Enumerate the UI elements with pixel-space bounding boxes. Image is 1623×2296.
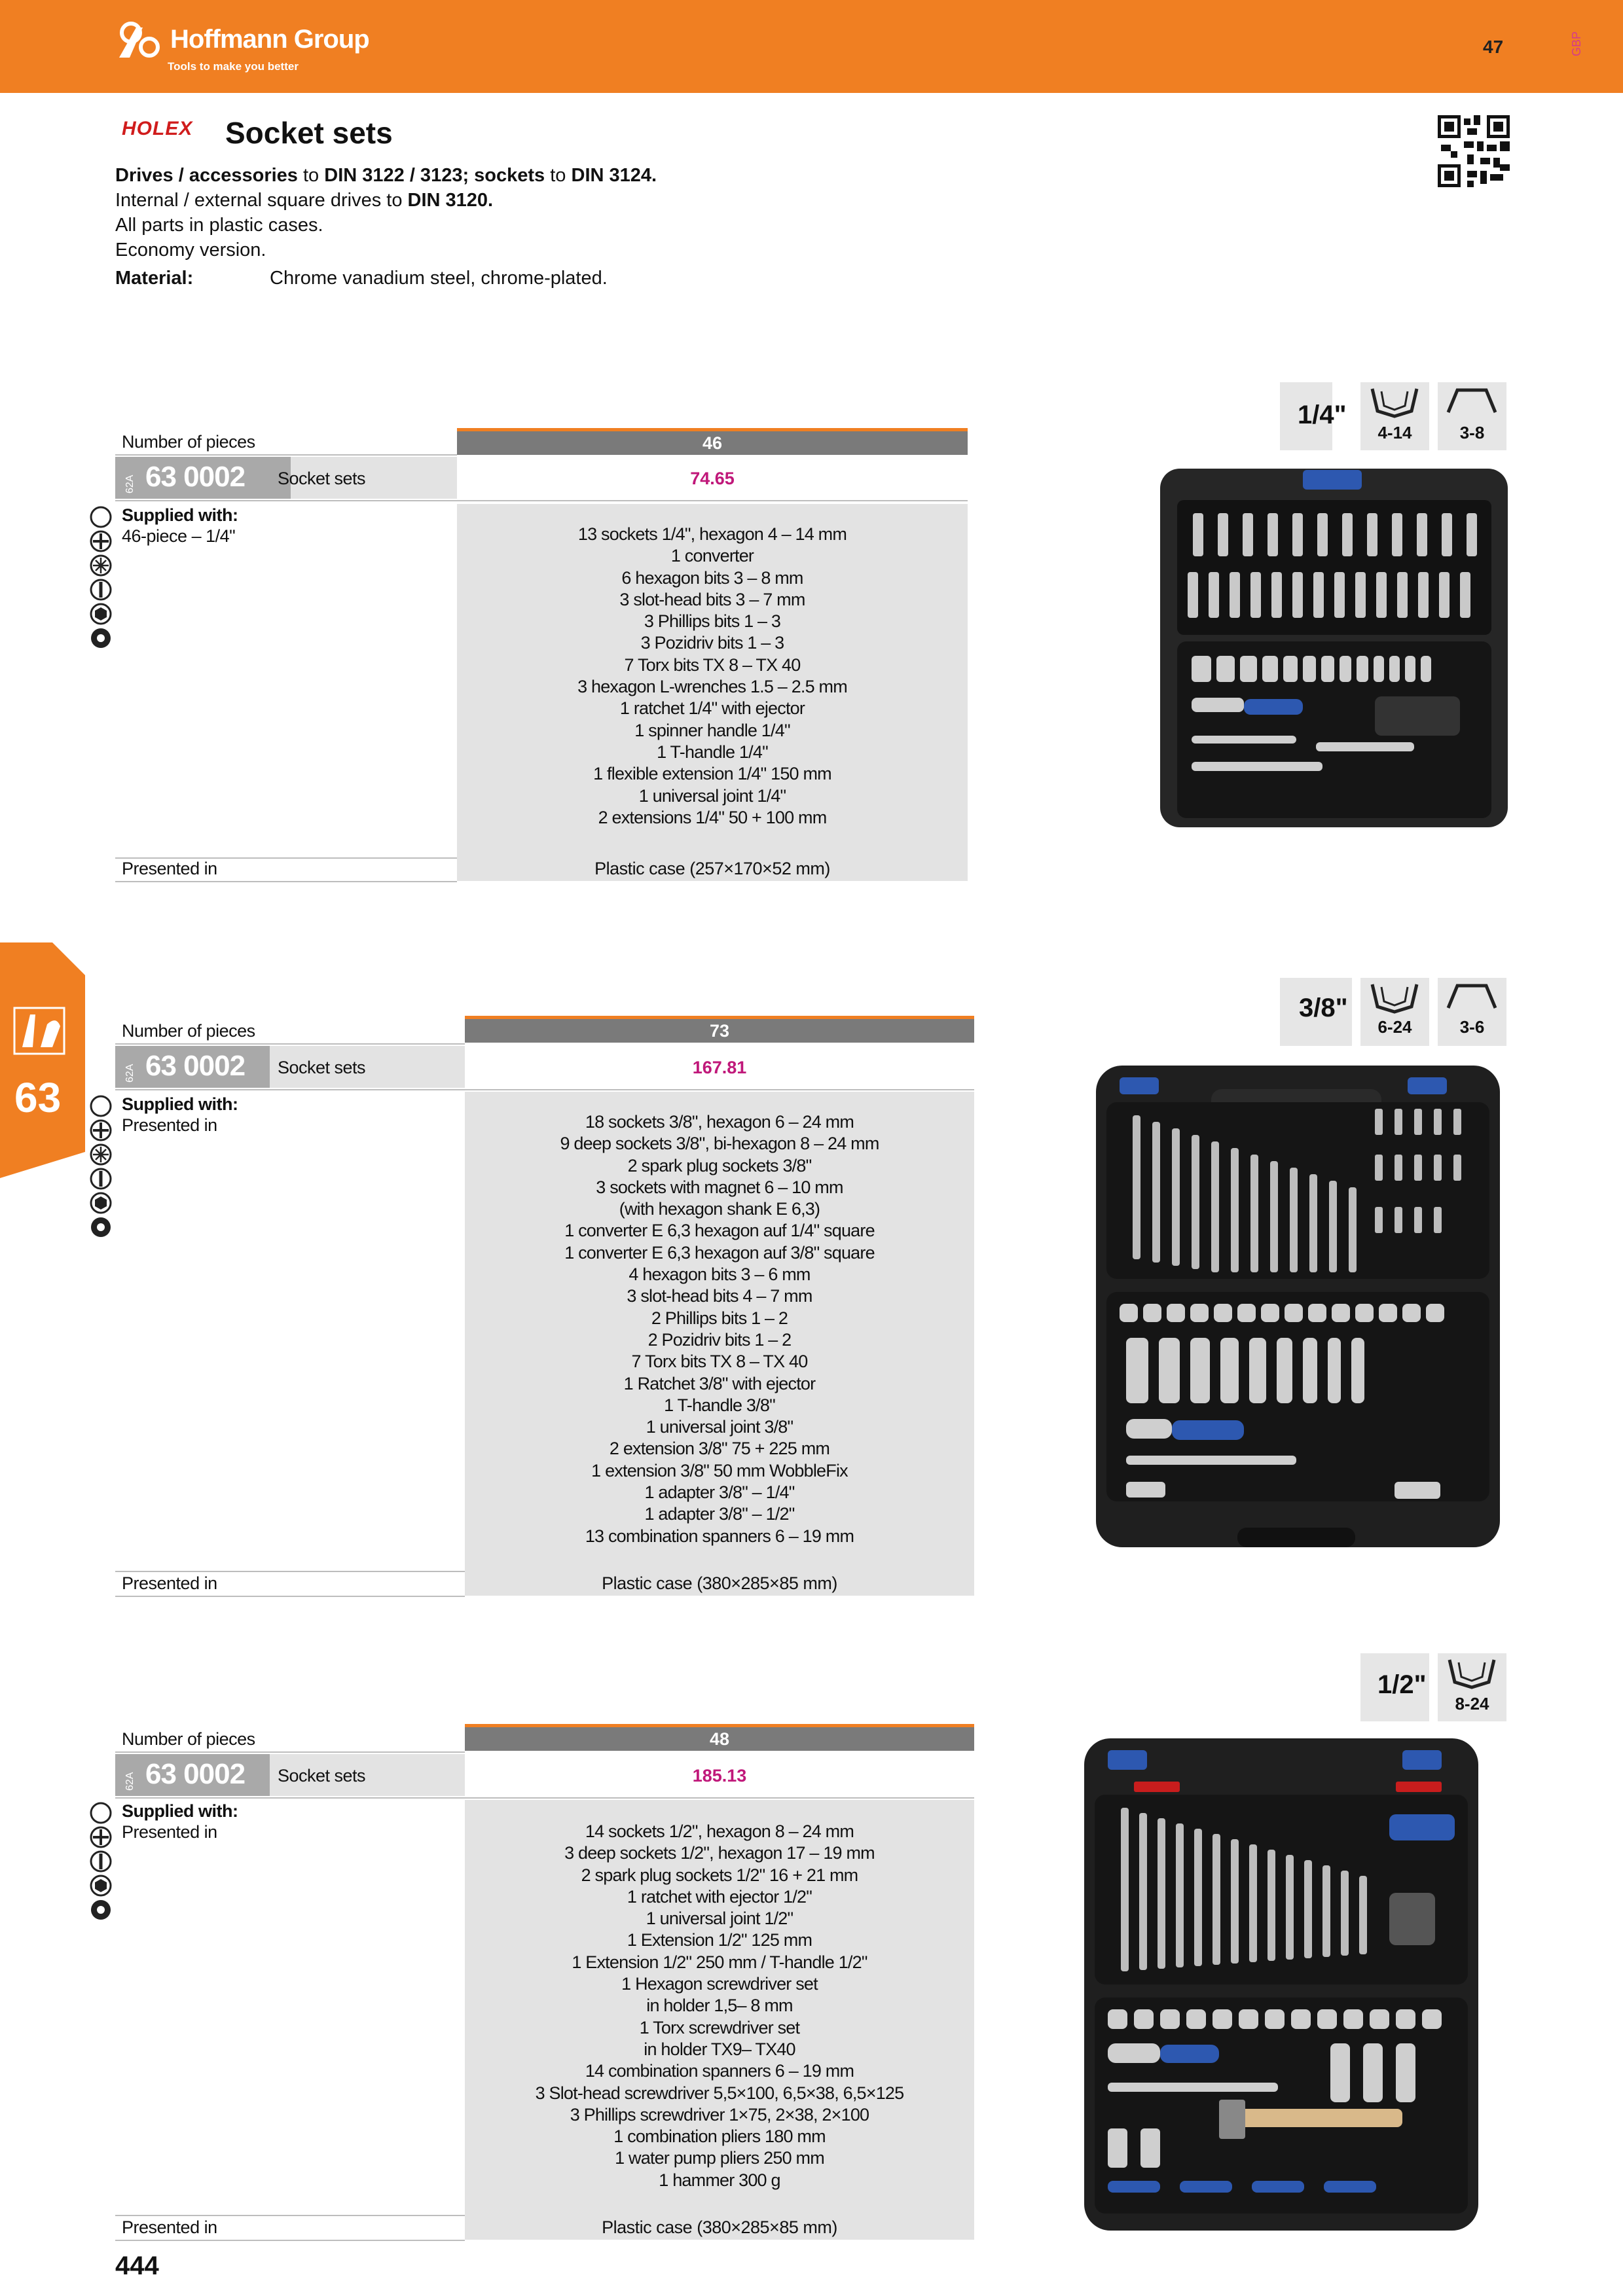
- pieces-label: Number of pieces: [122, 1729, 255, 1749]
- brand-name: Hoffmann Group: [170, 25, 369, 54]
- intro-line-3: All parts in plastic cases.: [115, 215, 323, 236]
- contents-item: 1 universal joint 1/2": [646, 1909, 793, 1929]
- pieces-value: 48: [465, 1727, 974, 1751]
- contents-item: 1 T-handle 3/8": [664, 1395, 775, 1415]
- hex-range: 8-24: [1455, 1694, 1489, 1713]
- page-number-top: 47: [1483, 37, 1504, 57]
- hex-socket-icon: [1446, 1657, 1498, 1690]
- country-code: GBP: [1570, 31, 1583, 56]
- material-value: Chrome vanadium steel, chrome-plated.: [270, 268, 608, 289]
- contents-item: 1 Hexagon screwdriver set: [621, 1974, 818, 1994]
- row-divider: [115, 1089, 974, 1090]
- supplied-label: Supplied with:: [122, 1094, 238, 1114]
- contents-item: 9 deep sockets 3/8", bi-hexagon 8 – 24 mm: [560, 1134, 879, 1154]
- price: 185.13: [692, 1766, 747, 1785]
- qr-code-icon: [1438, 115, 1510, 187]
- drive-size: 3/8": [1299, 994, 1348, 1022]
- contents-item: 6 hexagon bits 3 – 8 mm: [621, 567, 803, 588]
- supplied-label: Supplied with:: [122, 1801, 238, 1821]
- pieces-label: Number of pieces: [122, 1021, 255, 1041]
- presented-value: Plastic case (380×285×85 mm): [602, 1573, 837, 1593]
- bit-holder-icon: [1444, 982, 1499, 1014]
- bit-type-icons: [88, 1800, 114, 1931]
- holex-logo: HOLEX: [122, 118, 193, 139]
- contents-item: 3 Phillips screwdriver 1×75, 2×38, 2×100: [570, 2104, 869, 2125]
- contents-item: 1 flexible extension 1/4" 150 mm: [593, 764, 831, 784]
- presented-value: Plastic case (257×170×52 mm): [594, 859, 830, 878]
- drive-size: 1/2": [1377, 1670, 1427, 1699]
- supplied-label: Supplied with:: [122, 505, 238, 525]
- price: 74.65: [690, 469, 735, 488]
- contents-item: 4 hexagon bits 3 – 6 mm: [629, 1265, 811, 1285]
- contents-item: 1 Torx screwdriver set: [639, 2017, 800, 2037]
- contents-item: 2 spark plug sockets 1/2" 16 + 21 mm: [581, 1865, 858, 1885]
- contents-item: 1 spinner handle 1/4": [634, 720, 790, 740]
- intro-line-2: Internal / external square drives to DIN 3120.: [115, 190, 494, 211]
- contents-item: 13 combination spanners 6 – 19 mm: [585, 1526, 854, 1546]
- row-divider: [115, 1571, 465, 1572]
- item-label: Socket sets: [278, 1766, 366, 1785]
- material-label: Material:: [115, 268, 194, 289]
- order-number: 63 0002: [145, 1050, 246, 1082]
- presented-value: Plastic case (380×285×85 mm): [602, 2217, 837, 2237]
- bit-type-icons: [88, 504, 114, 668]
- contents-item: 3 sockets with magnet 6 – 10 mm: [596, 1177, 843, 1197]
- contents-item: (with hexagon shank E 6,3): [619, 1199, 820, 1219]
- contents-item: 1 combination pliers 180 mm: [613, 2126, 826, 2147]
- order-prefix: 62A: [124, 1064, 136, 1083]
- contents-item: 1 extension 3/8" 50 mm WobbleFix: [591, 1460, 848, 1480]
- contents-item: 2 extensions 1/4" 50 + 100 mm: [598, 807, 827, 827]
- row-divider: [115, 1043, 465, 1045]
- order-prefix: 62A: [124, 475, 136, 493]
- contents-item: 1 adapter 3/8" – 1/4": [644, 1482, 795, 1503]
- row-divider: [115, 1751, 465, 1753]
- contents-item: 3 Pozidriv bits 1 – 3: [640, 633, 784, 653]
- row-divider: [115, 2215, 465, 2216]
- bit-type-icons: [88, 1093, 114, 1257]
- contents-item: 3 hexagon L-wrenches 1.5 – 2.5 mm: [577, 677, 847, 697]
- row-divider: [115, 500, 968, 501]
- intro-line-4: Economy version.: [115, 240, 266, 260]
- contents-item: 3 slot-head bits 4 – 7 mm: [627, 1286, 812, 1306]
- hex-socket-icon: [1368, 386, 1421, 419]
- contents-item: 1 Ratchet 3/8" with ejector: [623, 1373, 816, 1393]
- contents-item: 1 adapter 3/8" – 1/2": [644, 1504, 795, 1524]
- contents-item: 1 Extension 1/2" 250 mm / T-handle 1/2": [572, 1952, 867, 1972]
- socket-set-46-image: [1159, 467, 1509, 829]
- contents-item: in holder 1,5– 8 mm: [646, 1996, 793, 2016]
- bit-range: 3-6: [1459, 1017, 1485, 1037]
- row-divider: [115, 1596, 465, 1597]
- contents-item: 7 Torx bits TX 8 – TX 40: [631, 1352, 808, 1372]
- item-label: Socket sets: [278, 469, 366, 488]
- contents-item: 1 converter E 6,3 hexagon auf 3/8" square: [564, 1242, 875, 1263]
- socket-set-48-image: [1082, 1736, 1481, 2233]
- contents-item: 3 deep sockets 1/2", hexagon 17 – 19 mm: [564, 1843, 875, 1863]
- presented-label: Presented in: [122, 2217, 217, 2237]
- supplied-sub: 46-piece – 1/4": [122, 526, 236, 546]
- hex-socket-icon: [1368, 982, 1421, 1014]
- contents-item: 1 ratchet with ejector 1/2": [627, 1886, 812, 1907]
- contents-item: 2 extension 3/8" 75 + 225 mm: [609, 1439, 830, 1459]
- contents-item: 3 Phillips bits 1 – 3: [644, 611, 781, 632]
- row-divider: [115, 881, 457, 882]
- contents-item: 3 Slot-head screwdriver 5,5×100, 6,5×38, 6,5×125: [535, 2083, 904, 2103]
- pieces-label: Number of pieces: [122, 432, 255, 452]
- item-label: Socket sets: [278, 1058, 366, 1077]
- contents-item: 1 universal joint 1/4": [638, 785, 786, 806]
- order-prefix: 62A: [124, 1772, 136, 1791]
- pieces-value: 73: [465, 1019, 974, 1043]
- contents-item: 13 sockets 1/4", hexagon 4 – 14 mm: [577, 524, 847, 544]
- contents-item: in holder TX9– TX40: [644, 2039, 795, 2059]
- hex-range: 6-24: [1377, 1017, 1412, 1037]
- order-number: 63 0002: [145, 1758, 246, 1790]
- contents-item: 1 water pump pliers 250 mm: [615, 2148, 824, 2168]
- presented-label: Presented in: [122, 859, 217, 878]
- contents-item: 1 T-handle 1/4": [657, 742, 768, 762]
- hoffmann-logo-icon: [117, 18, 169, 60]
- bit-holder-icon: [1444, 386, 1499, 419]
- supplied-sub: Presented in: [122, 1822, 217, 1842]
- page-title: Socket sets: [225, 116, 393, 150]
- socket-set-73-image: [1093, 1063, 1503, 1550]
- contents-item: 14 sockets 1/2", hexagon 8 – 24 mm: [585, 1821, 854, 1841]
- contents-item: 1 Extension 1/2" 125 mm: [627, 1930, 812, 1950]
- chapter-tab: [0, 942, 85, 1178]
- contents-item: 3 slot-head bits 3 – 7 mm: [619, 589, 805, 609]
- page-number-bottom: 444: [115, 2251, 159, 2280]
- contents-item: 18 sockets 3/8", hexagon 6 – 24 mm: [585, 1112, 854, 1132]
- price: 167.81: [692, 1058, 747, 1077]
- contents-list: [465, 1821, 974, 2191]
- bit-range: 3-8: [1459, 423, 1485, 442]
- supplied-sub: Presented in: [122, 1115, 217, 1135]
- order-number: 63 0002: [145, 461, 246, 493]
- brand-tagline: Tools to make you better: [168, 60, 299, 73]
- contents-item: 1 ratchet 1/4" with ejector: [619, 698, 805, 719]
- drive-size: 1/4": [1298, 401, 1347, 429]
- presented-label: Presented in: [122, 1573, 217, 1593]
- contents-item: 7 Torx bits TX 8 – TX 40: [624, 655, 801, 675]
- contents-item: 2 spark plug sockets 3/8": [627, 1155, 812, 1175]
- contents-item: 2 Pozidriv bits 1 – 2: [647, 1329, 792, 1350]
- pieces-value: 46: [457, 431, 968, 455]
- hex-range: 4-14: [1377, 423, 1412, 442]
- contents-item: 14 combination spanners 6 – 19 mm: [585, 2061, 854, 2081]
- row-divider: [115, 454, 457, 456]
- contents-item: 1 converter: [670, 546, 754, 566]
- chapter-number: 63: [14, 1074, 62, 1121]
- contents-item: 1 converter E 6,3 hexagon auf 1/4" square: [564, 1221, 875, 1241]
- contents-item: 1 universal joint 3/8": [646, 1417, 793, 1437]
- row-divider: [115, 2240, 465, 2241]
- intro-line-1: Drives / accessories to DIN 3122 / 3123; sockets to DIN 3124.: [115, 165, 657, 186]
- contents-item: 1 hammer 300 g: [659, 2170, 780, 2190]
- contents-item: 2 Phillips bits 1 – 2: [651, 1308, 788, 1328]
- row-divider: [115, 1797, 974, 1799]
- contents-list: [465, 1111, 974, 1547]
- contents-list: [457, 524, 968, 829]
